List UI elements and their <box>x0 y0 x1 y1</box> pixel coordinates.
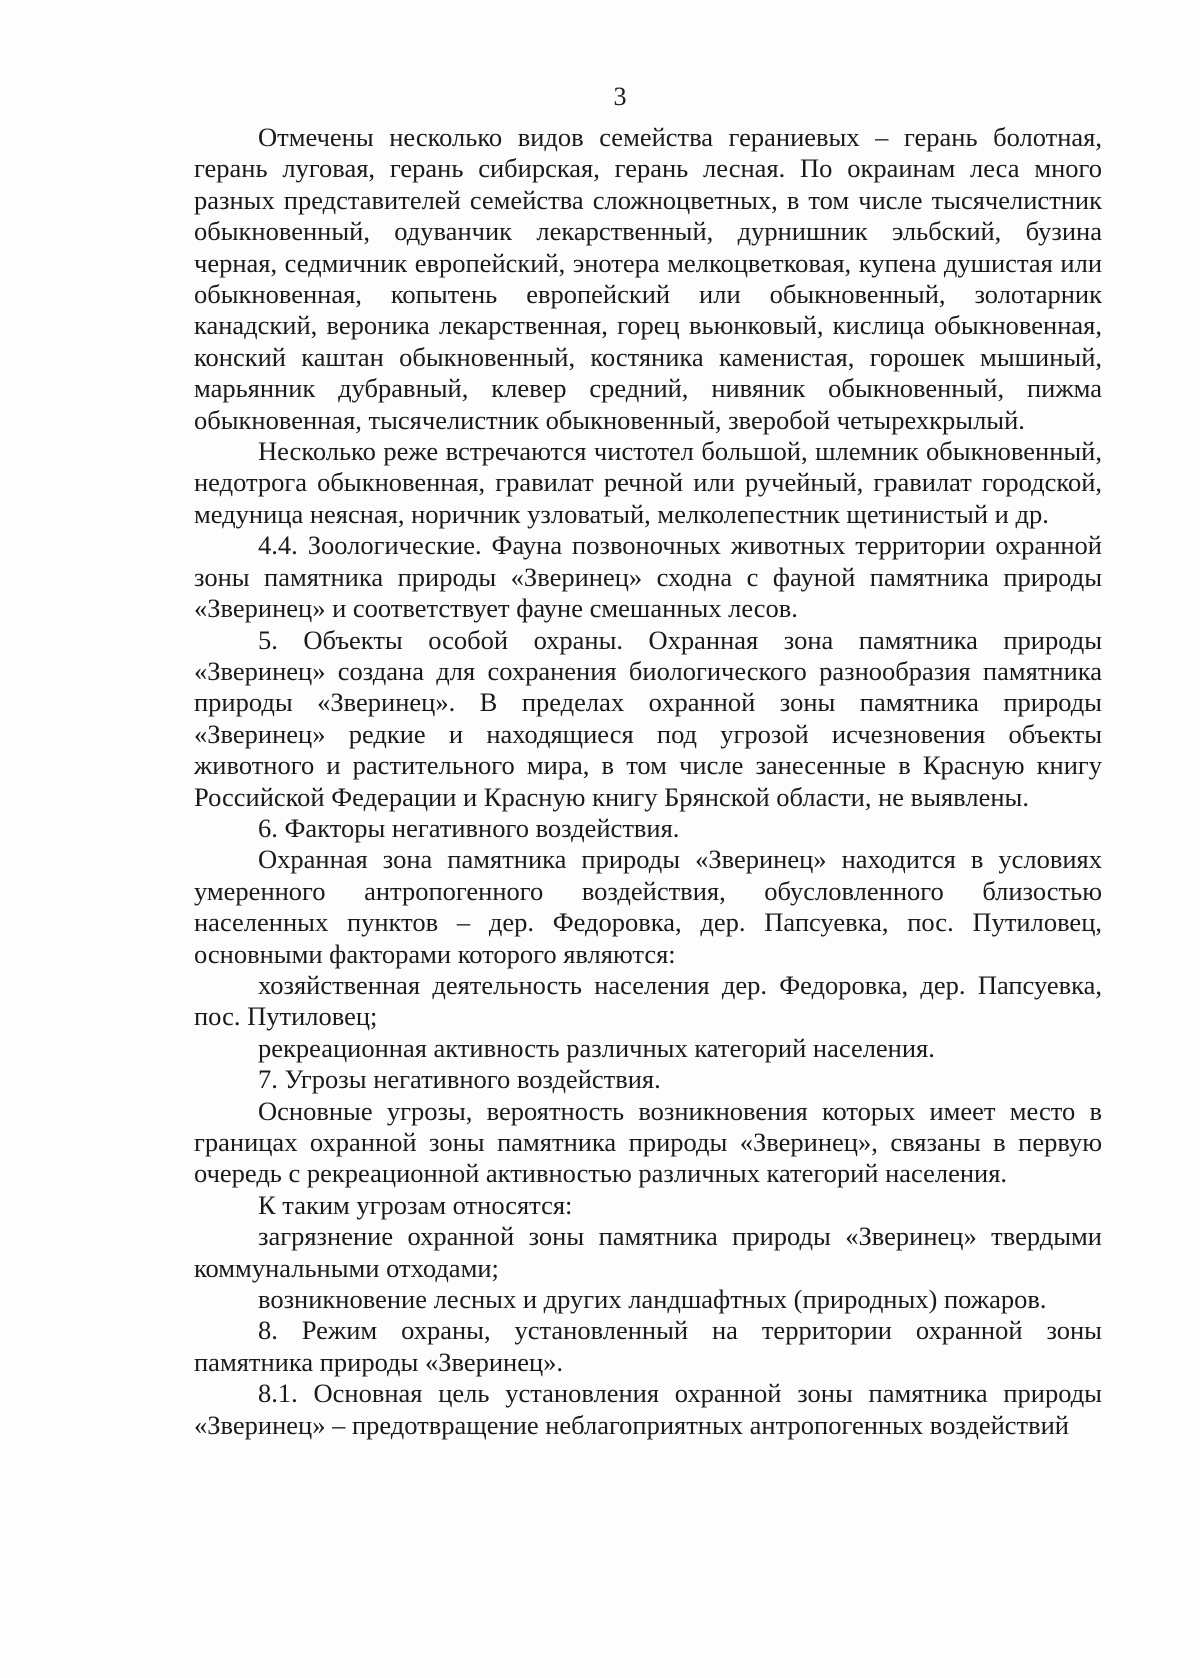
paragraph-less-common-plants: Несколько реже встречаются чистотел большой, шлемник обыкновенный, недотрога обыкновенная, гравилат речной или ручейный, гравилат городской, медуница неясная, норичник узловатый, мелколепестник щетинистый и др. <box>194 436 1102 529</box>
paragraph-anthropogenic-impact: Охранная зона памятника природы «Зверинец» находится в условиях умеренного антропогенного воздействия, обусловленного близостью населенных пунктов – дер. Федоровка, дер. Папсуевка, пос. Путиловец, основными факторами которого являются: <box>194 844 1102 969</box>
paragraph-main-threats: Основные угрозы, вероятность возникновения которых имеет место в границах охранной зоны памятника природы «Зверинец», связаны в первую очередь с рекреационной активностью различных категорий населения. <box>194 1095 1102 1189</box>
paragraph-zoological: 4.4. Зоологические. Фауна позвоночных животных территории охранной зоны памятника природы «Зверинец» сходна с фауной памятника природы «Зверинец» и соответствует фауне смешанных лесов. <box>194 530 1102 624</box>
paragraph-protected-objects: 5. Объекты особой охраны. Охранная зона памятника природы «Зверинец» создана для сохранения биологического разнообразия памятника природы «Зверинец». В пределах охранной зоны памятника природы «Зверинец» редкие и находящиеся под угрозой исчезновения объекты животного и растительного мира, в том числе занесенные в Красную книгу Российской Федерации и Красную книгу Брянской области, не выявлены. <box>194 624 1102 812</box>
paragraph-main-goal: 8.1. Основная цель установления охранной зоны памятника природы «Зверинец» – предотвращение неблагоприятных антропогенных воздействий <box>194 1378 1102 1440</box>
heading-protection-regime: 8. Режим охраны, установленный на территории охранной зоны памятника природы «Зверинец». <box>194 1315 1102 1377</box>
list-item-recreational-activity: рекреационная активность различных категорий населения. <box>258 1032 935 1063</box>
list-item-waste-pollution: загрязнение охранной зоны памятника природы «Зверинец» твердыми коммунальными отходами; <box>194 1221 1102 1283</box>
document-body <box>194 122 1102 1441</box>
page-number: 3 <box>613 82 627 111</box>
heading-negative-threats: 7. Угрозы негативного воздействия. <box>258 1064 661 1095</box>
paragraph-threats-include: К таким угрозам относятся: <box>258 1189 573 1220</box>
paragraph-geranium-family: Отмечены несколько видов семейства гераниевых – герань болотная, герань луговая, герань сибирская, герань лесная. По окраинам леса много разных представителей семейства сложноцветных, в том числе тысячелистник обыкновенный, одуванчик лекарственный, дурнишник эльбский, бузина черная, седмичник европейский, энотера мелкоцветковая, купена душистая или обыкновенная, копытень европейский или обыкновенный, золотарник канадский, вероника лекарственная, горец вьюнковый, кислица обыкновенная, конский каштан обыкновенный, костяника каменистая, горошек мышиный, марьянник дубравный, клевер средний, нивяник обыкновенный, пижма обыкновенная, тысячелистник обыкновенный, зверобой четырехкрылый. <box>194 122 1102 435</box>
list-item-economic-activity: хозяйственная деятельность населения дер. Федоровка, дер. Папсуевка, пос. Путиловец; <box>194 969 1102 1032</box>
heading-negative-factors: 6. Факторы негативного воздействия. <box>258 812 680 843</box>
list-item-fires: возникновение лесных и других ландшафтных (природных) пожаров. <box>258 1284 1047 1315</box>
